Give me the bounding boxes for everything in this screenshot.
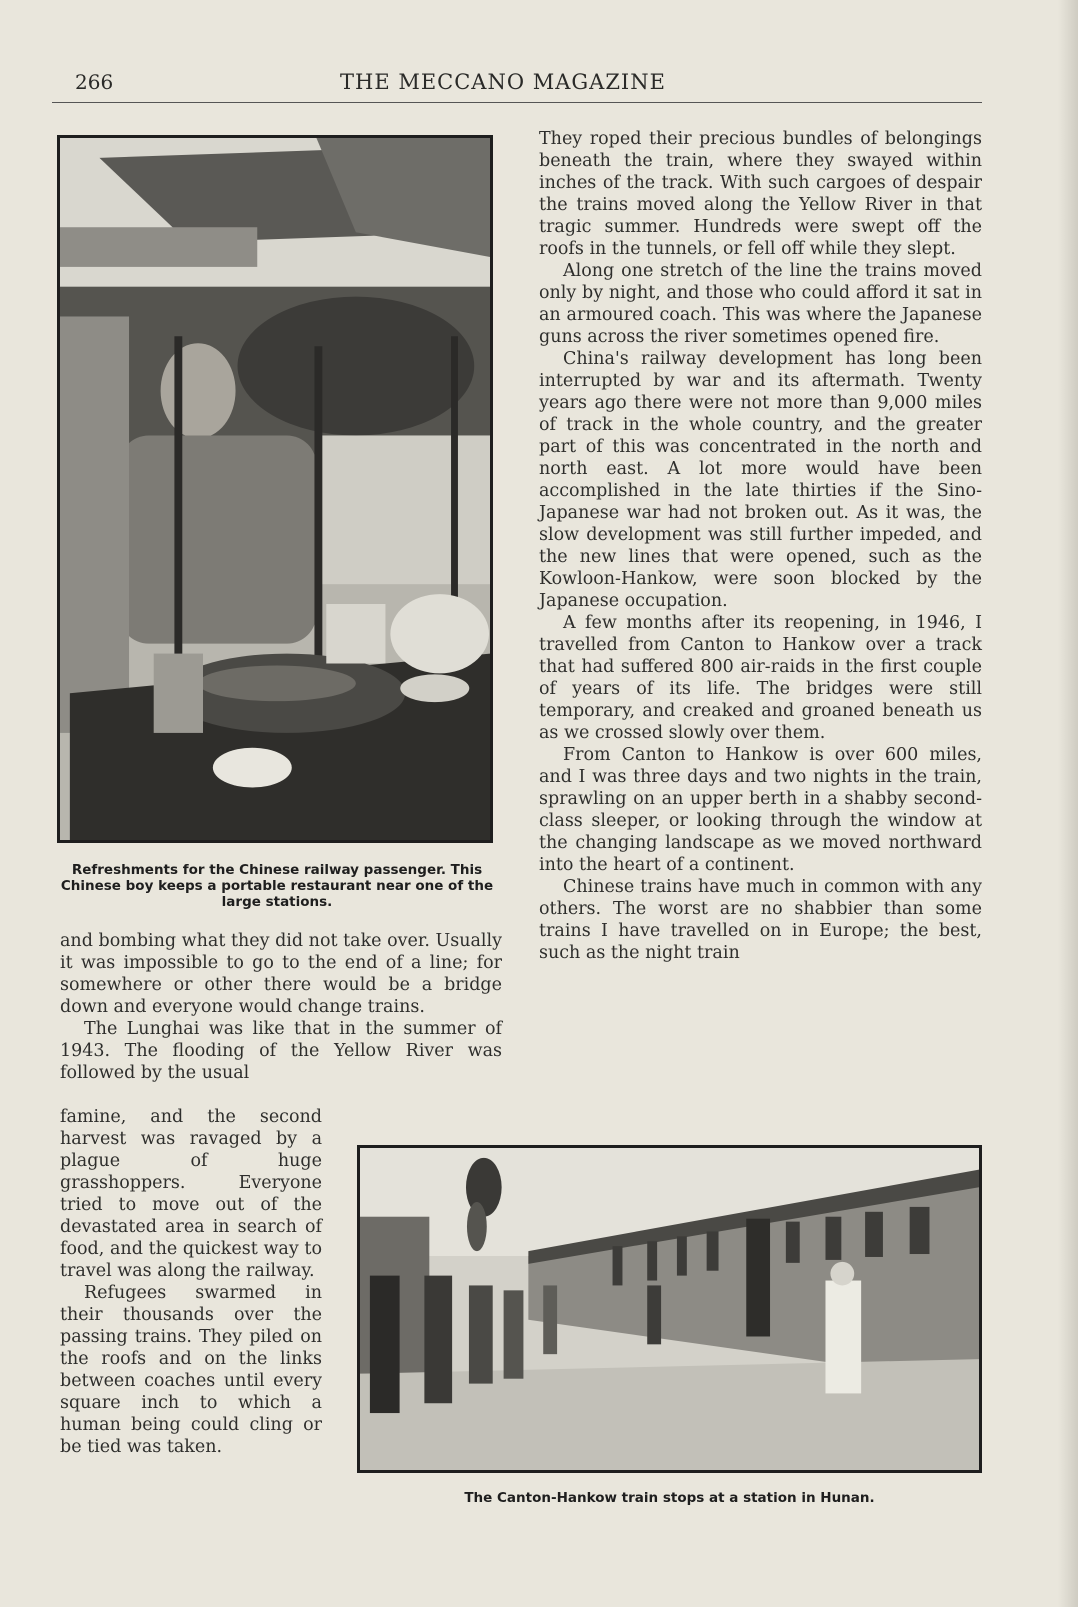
left-narrow-column [60,1106,322,1458]
right-paragraph-4: A few months after its reopening, in 1946, I travelled from Canton to Hankow over a track that had suffered 800 air-raids in the first couple of years of its life. The bridges were still temporary, and creaked and groaned beneath us as we crossed slowly over them. [539,613,982,743]
magazine-title: THE MECCANO MAGAZINE [340,70,666,94]
narrow-paragraph-2: Refugees swarmed in their thousands over the passing trains. They piled on the roofs and on the links between coaches until every square inch to which a human being could cling or be tied was taken. [60,1283,322,1457]
left-paragraph-2: The Lunghai was like that in the summer of 1943. The flooding of the Yellow River was followed by the usual [60,1019,502,1083]
page-number: 266 [75,70,114,94]
train-photo [357,1145,982,1473]
header-rule [52,102,982,103]
right-paragraph-6: Chinese trains have much in common with any others. The worst are no shabbier than some trains I have travelled on in Europe; the best, such as the night train [539,877,982,963]
train-photo-caption: The Canton-Hankow train stops at a station in Hunan. [464,1490,875,1506]
right-paragraph-2: Along one stretch of the line the trains moved only by night, and those who could afford it sat in an armoured coach. This was where the Japanese guns across the river sometimes opened fire. [539,261,982,347]
page-edge-shadow [1058,0,1078,1607]
vendor-photo [57,135,493,843]
right-column [539,128,982,964]
vendor-photo-caption: Refreshments for the Chinese railway passenger. This Chinese boy keeps a portable restaurant near one of the large stations. [60,862,494,910]
left-paragraph-1: and bombing what they did not take over. Usually it was impossible to go to the end of a line; for somewhere or other there would be a bridge down and everyone would change trains. [60,931,502,1017]
right-paragraph-1: They roped their precious bundles of belongings beneath the train, where they swayed within inches of the track. With such cargoes of despair the trains moved along the Yellow River in that tragic summer. Hundreds were swept off the roofs in the tunnels, or fell off while they slept. [539,129,982,259]
right-paragraph-3: China's railway development has long been interrupted by war and its aftermath. Twenty years ago there were not more than 9,000 miles of track in the whole country, and the greater part of this was concentrated in the north and north east. A lot more would have been accomplished in the late thirties if the Sino-Japanese war had not broken out. As it was, the slow development was still further impeded, and the new lines that were opened, such as the Kowloon-Hankow, were soon blocked by the Japanese occupation. [539,349,982,611]
left-column [60,930,502,1084]
right-paragraph-5: From Canton to Hankow is over 600 miles, and I was three days and two nights in the train, sprawling on an upper berth in a shabby second-class sleeper, or looking through the window at the changing landscape as we moved northward into the heart of a continent. [539,745,982,875]
train-photo-illustration [360,1148,979,1470]
vendor-photo-illustration [60,138,490,840]
narrow-paragraph-1: famine, and the second harvest was ravaged by a plague of huge grasshoppers. Everyone tried to move out of the devastated area in search of food, and the quickest way to travel was along the railway. [60,1107,322,1281]
